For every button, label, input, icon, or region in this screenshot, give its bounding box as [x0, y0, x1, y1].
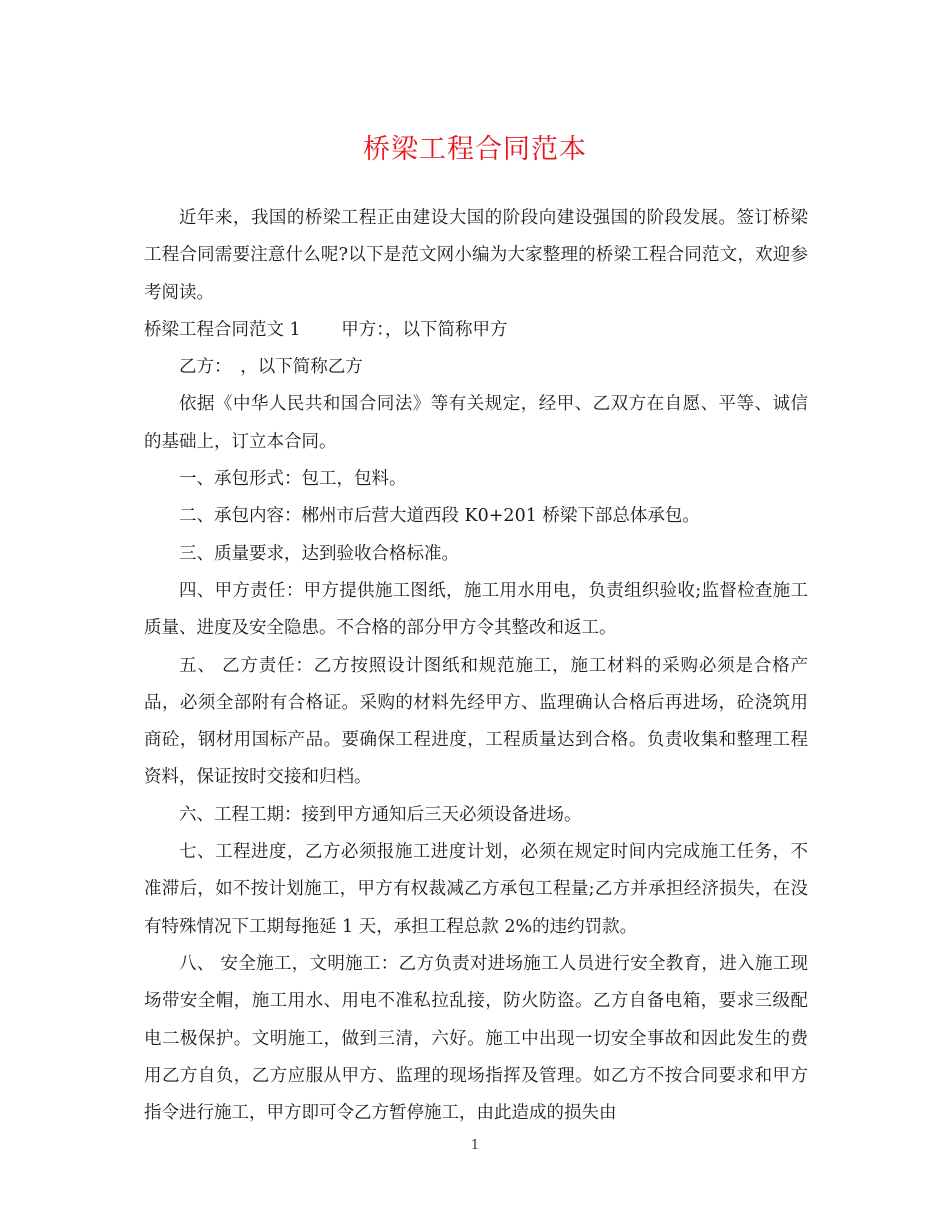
- clause-3: 三、质量要求，达到验收合格标准。: [179, 543, 459, 564]
- clause-8: 八、 安全施工，文明施工：乙方负责对进场施工人员进行安全教育，进入施工现场带安全帽，施工用水、用电不准私拉乱接，防火防盗。乙方自备电箱，要求三级配电二极保护。文明施工，做到三清，六好。施工中出现一切安全事故和因此发生的费用乙方自负，乙方应服从甲方、监理的现场指挥及管理。如乙方不按合同要求和甲方指令进行施工，甲方即可令乙方暂停施工，由此造成的损失由: [144, 953, 808, 1124]
- clause-2: 二、承包内容：郴州市后营大道西段 K0+201 桥梁下部总体承包。: [179, 506, 700, 527]
- page-number: 1: [470, 1138, 480, 1153]
- clause-4: 四、甲方责任：甲方提供施工图纸，施工用水用电，负责组织验收;监督检查施工质量、进度及安全隐患。不合格的部分甲方令其整改和返工。: [144, 580, 808, 639]
- clause-5: 五、 乙方责任：乙方按照设计图纸和规范施工，施工材料的采购必须是合格产品，必须全部附有合格证。采购的材料先经甲方、监理确认合格后再进场，砼浇筑用商砼，钢材用国标产品。要确保工程进度，工程质量达到合格。负责收集和整理工程资料，保证按时交接和归档。: [144, 655, 808, 788]
- clause-6: 六、工程工期：接到甲方通知后三天必须设备进场。: [179, 804, 582, 825]
- document-body: [144, 200, 808, 1132]
- document-title: 桥梁工程合同范本: [363, 134, 587, 165]
- paragraph-party-b: 乙方： ，以下简称乙方: [179, 357, 363, 378]
- clause-7: 七、工程进度，乙方必须报施工进度计划，必须在规定时间内完成施工任务，不准滞后，如不按计划施工，甲方有权裁减乙方承包工程量;乙方并承担经济损失，在没有特殊情况下工期每拖延 1 天，承担工程总款 2%的违约罚款。: [144, 842, 808, 937]
- paragraph-party-a: 桥梁工程合同范文 1 甲方：，以下简称甲方: [144, 319, 508, 340]
- clause-1: 一、承包形式：包工，包料。: [179, 469, 407, 490]
- paragraph-basis: 依据《中华人民共和国合同法》等有关规定，经甲、乙双方在自愿、平等、诚信的基础上，订立本合同。: [144, 394, 808, 452]
- paragraph-intro: 近年来，我国的桥梁工程正由建设大国的阶段向建设强国的阶段发展。签订桥梁工程合同需要注意什么呢?以下是范文网小编为大家整理的桥梁工程合同范文，欢迎参考阅读。: [144, 208, 808, 303]
